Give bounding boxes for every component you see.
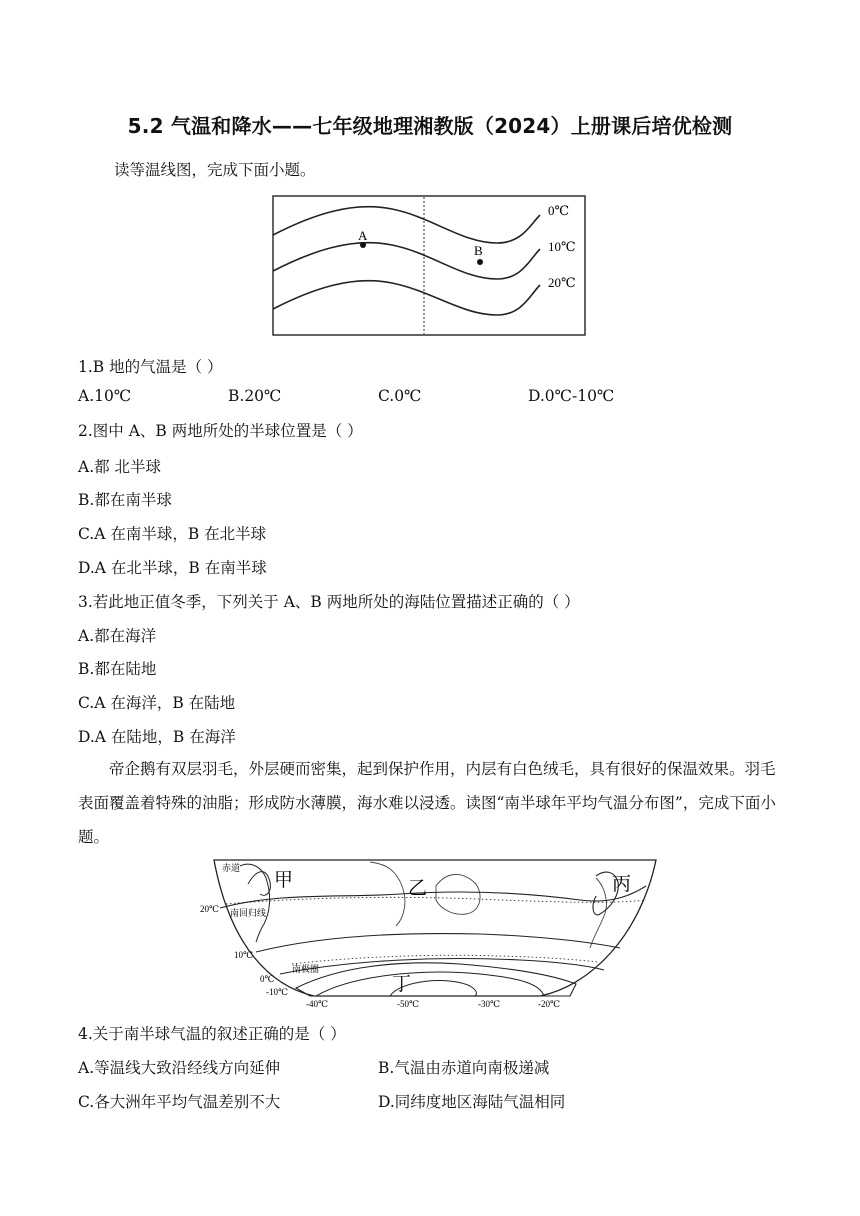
region-label-ding: 丁 [392, 974, 412, 995]
isotherm-figure [272, 195, 586, 336]
q2-option-a[interactable]: A.都 北半球 [78, 458, 162, 476]
left-value-10: 10℃ [234, 950, 254, 960]
q1-option-c[interactable]: C.0℃ [378, 387, 422, 405]
q3-stem: 3.若此地正值冬季，下列关于 A、B 两地所处的海陆位置描述正确的（ ） [78, 593, 580, 611]
intro-text-2: 帝企鹅有双层羽毛，外层硬而密集，起到保护作用，内层有白色绒毛，具有很好的保温效果。羽毛表面覆盖着特殊的油脂；形成防水薄膜，海水难以浸透。读图“南半球年平均气温分布图”，完成下面小题。 [78, 760, 776, 846]
q4-option-d[interactable]: D.同纬度地区海陆气温相同 [378, 1093, 566, 1111]
equator-label: 赤道 [222, 863, 241, 873]
bottom-value-minus40: -40℃ [306, 999, 329, 1009]
label-b: B [474, 243, 483, 258]
q3-option-b[interactable]: B.都在陆地 [78, 660, 157, 678]
southern-hemisphere-temperature-map [200, 856, 660, 1012]
region-label-yi: 乙 [408, 878, 428, 899]
q2-stem: 2.图中 A、B 两地所处的半球位置是（ ） [78, 422, 363, 440]
label-a: A [358, 228, 368, 243]
q2-option-c[interactable]: C.A 在南半球，B 在北半球 [78, 525, 267, 543]
q4-option-a[interactable]: A.等温线大致沿经线方向延伸 [78, 1059, 281, 1077]
polar-circle-label: 南极圈 [292, 964, 320, 974]
q2-option-b[interactable]: B.都在南半球 [78, 491, 172, 509]
q1-option-b[interactable]: B.20℃ [228, 387, 282, 405]
isotherm-label-0: 0℃ [548, 203, 570, 218]
q1-option-a[interactable]: A.10℃ [78, 387, 132, 405]
region-label-bing: 丙 [612, 874, 632, 895]
q1-option-d[interactable]: D.0℃-10℃ [528, 387, 615, 405]
bottom-value-minus50: -50℃ [397, 999, 420, 1009]
q4-option-b[interactable]: B.气温由赤道向南极递减 [378, 1059, 550, 1077]
point-b [477, 259, 483, 265]
bottom-value-minus30: -30℃ [478, 999, 501, 1009]
q3-option-d[interactable]: D.A 在陆地，B 在海洋 [78, 728, 236, 746]
q3-option-c[interactable]: C.A 在海洋，B 在陆地 [78, 694, 236, 712]
intro-text-1: 读等温线图，完成下面小题。 [114, 161, 316, 179]
isotherm-label-10: 10℃ [548, 239, 576, 254]
region-label-jia: 甲 [274, 870, 294, 891]
bottom-value-minus20: -20℃ [538, 999, 561, 1009]
q1-stem: 1.B 地的气温是（ ） [78, 358, 223, 376]
isotherm-label-20: 20℃ [548, 275, 576, 290]
q4-option-c[interactable]: C.各大洲年平均气温差别不大 [78, 1093, 281, 1111]
tropic-label: 南回归线 [230, 908, 267, 918]
page-title: 5.2 气温和降水——七年级地理湘教版（2024）上册课后培优检测 [127, 114, 733, 138]
q3-option-a[interactable]: A.都在海洋 [78, 627, 157, 645]
left-value-20: 20℃ [200, 904, 220, 914]
q4-stem: 4.关于南半球气温的叙述正确的是（ ） [78, 1025, 346, 1043]
left-value-0: 0℃ [260, 974, 275, 984]
q2-option-d[interactable]: D.A 在北半球，B 在南半球 [78, 559, 267, 577]
left-value-minus10: -10℃ [266, 987, 289, 997]
